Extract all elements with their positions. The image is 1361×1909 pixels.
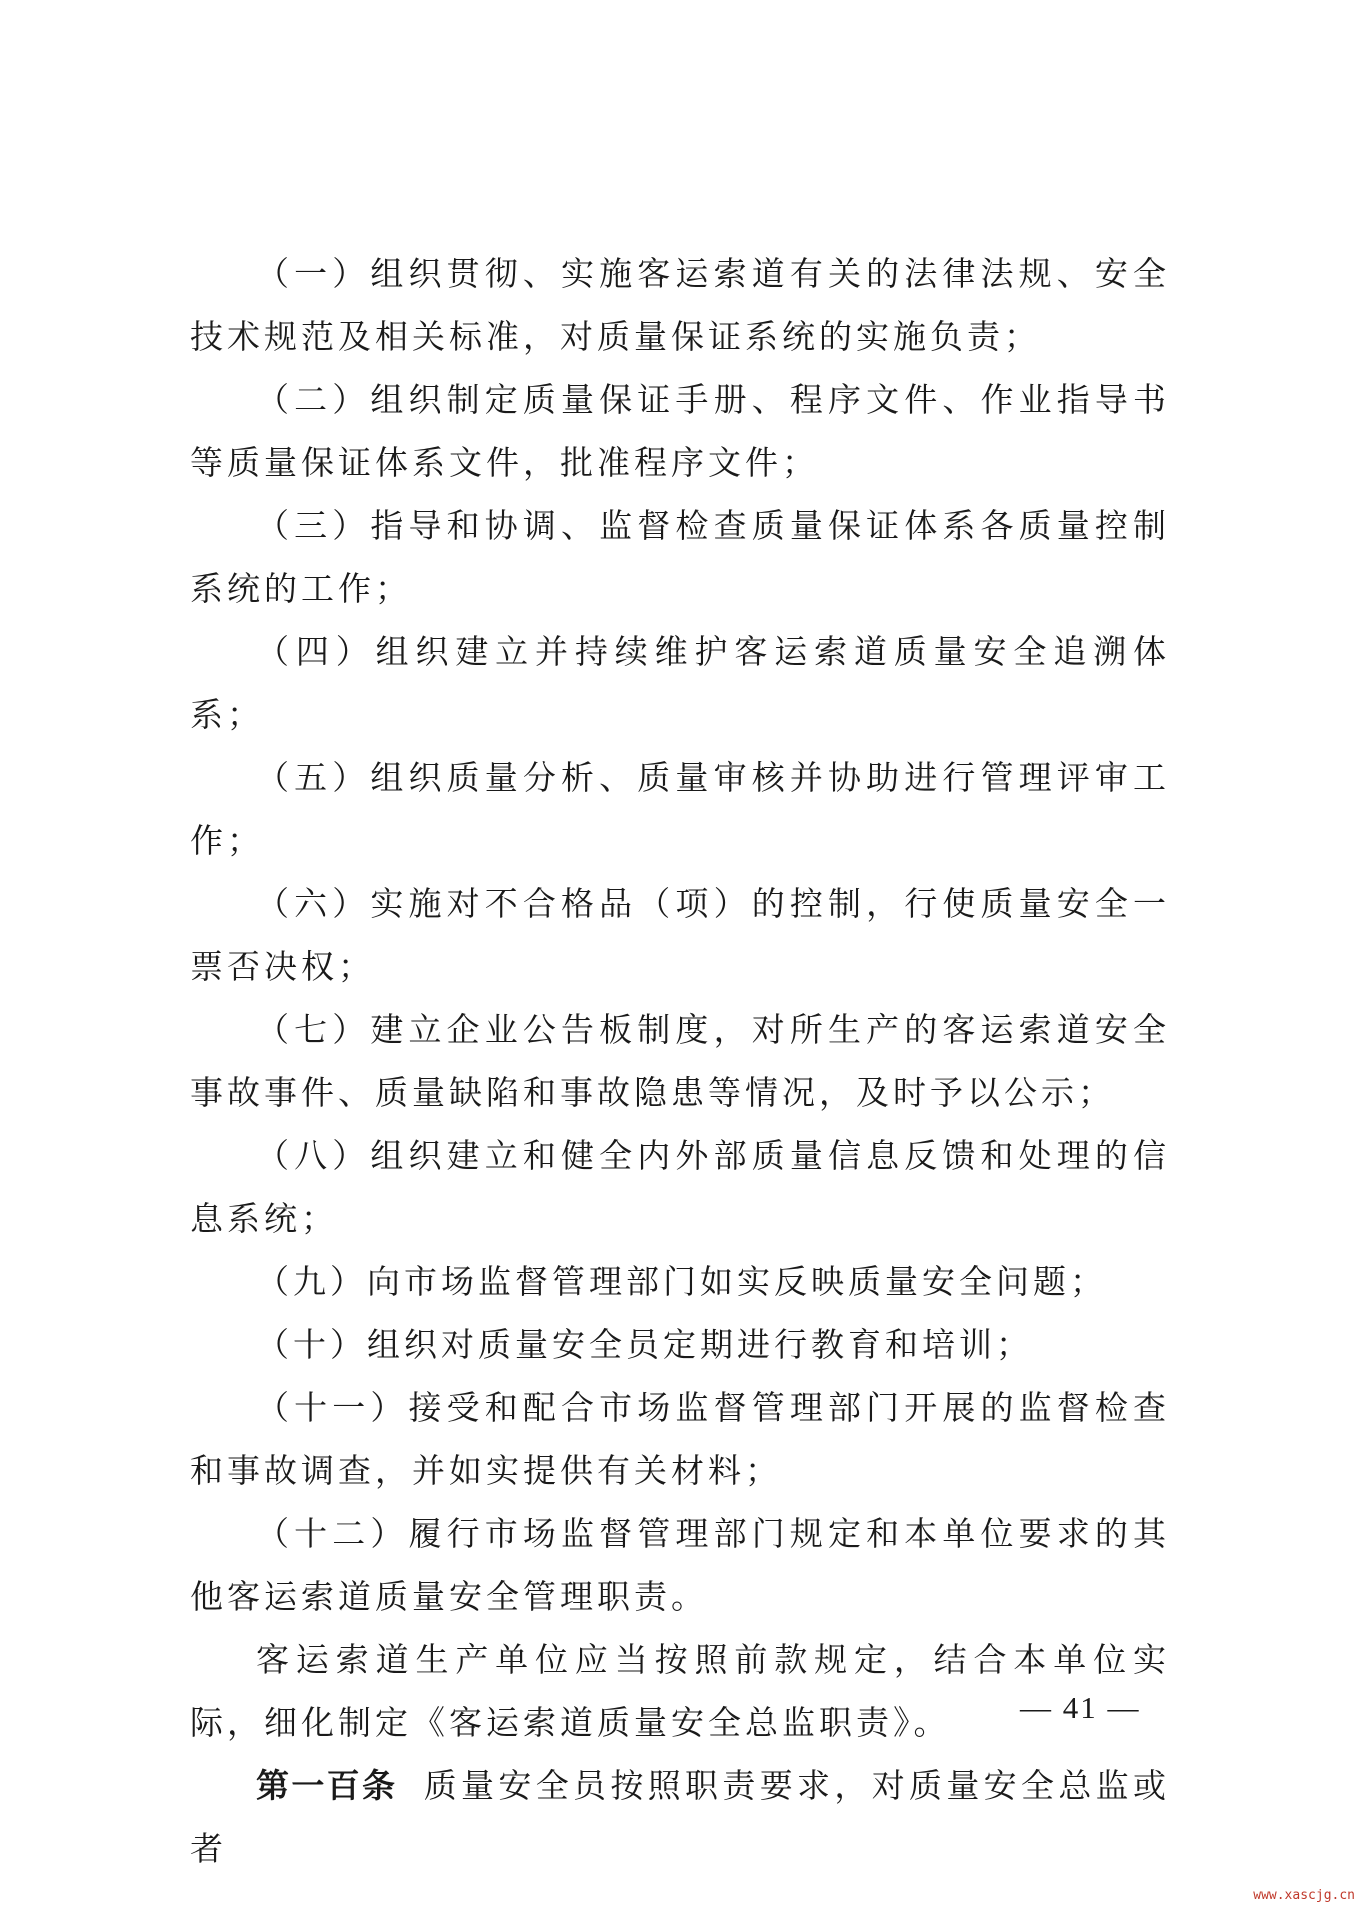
paragraph-item-7: （七）建立企业公告板制度，对所生产的客运索道安全事故事件、质量缺陷和事故隐患等情况，及时予以公示； <box>190 1010 1170 1112</box>
article-text: 质量安全员按照职责要求，对质量安全总监或者 <box>190 1766 1171 1868</box>
paragraph-item-4: （四）组织建立并持续维护客运索道质量安全追溯体系； <box>190 632 1170 734</box>
paragraph-item-2: （二）组织制定质量保证手册、程序文件、作业指导书等质量保证体系文件，批准程序文件； <box>190 380 1170 482</box>
paragraph-item-12: （十二）履行市场监督管理部门规定和本单位要求的其他客运索道质量安全管理职责。 <box>190 1514 1170 1616</box>
page-number: — 41 — <box>1020 1690 1141 1725</box>
watermark: www.xascjg.cn <box>1253 1888 1355 1903</box>
article-paragraph <box>190 1754 1170 1880</box>
paragraph-item-11: （十一）接受和配合市场监督管理部门开展的监督检查和事故调查，并如实提供有关材料； <box>190 1388 1170 1490</box>
paragraph-item-8: （八）组织建立和健全内外部质量信息反馈和处理的信息系统； <box>190 1136 1170 1238</box>
closing-paragraph: 客运索道生产单位应当按照前款规定，结合本单位实际，细化制定《客运索道质量安全总监职责》。 <box>190 1640 1170 1742</box>
paragraph-item-1: （一）组织贯彻、实施客运索道有关的法律法规、安全技术规范及相关标准，对质量保证系统的实施负责； <box>190 254 1170 356</box>
paragraph-item-5: （五）组织质量分析、质量审核并协助进行管理评审工作； <box>190 758 1170 860</box>
paragraph-item-6: （六）实施对不合格品（项）的控制，行使质量安全一票否决权； <box>190 884 1170 986</box>
paragraph-item-10: （十）组织对质量安全员定期进行教育和培训； <box>256 1325 1033 1364</box>
paragraph-item-9: （九）向市场监督管理部门如实反映质量安全问题； <box>256 1262 1107 1301</box>
article-heading: 第一百条 <box>256 1766 398 1805</box>
paragraph-item-3: （三）指导和协调、监督检查质量保证体系各质量控制系统的工作； <box>190 506 1170 608</box>
document-body <box>190 242 1170 1880</box>
